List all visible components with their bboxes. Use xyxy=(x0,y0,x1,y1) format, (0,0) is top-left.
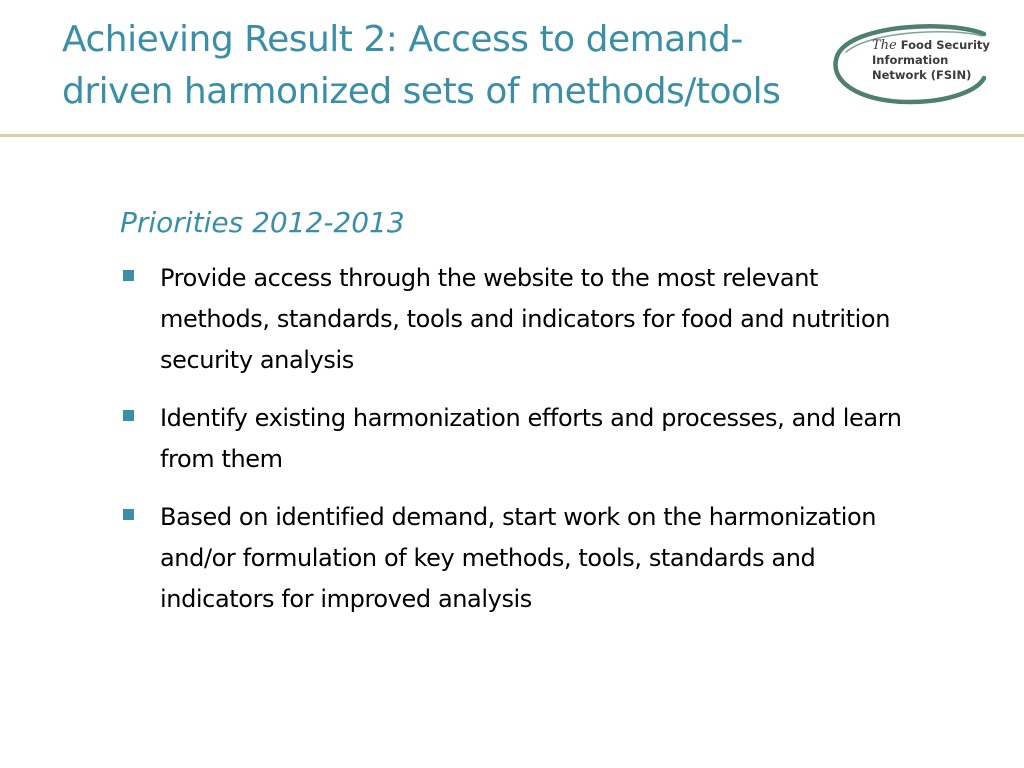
logo-line-1: Food Security xyxy=(900,38,990,52)
bullet-text: Based on identified demand, start work on the harmonization and/or formulation of key methods, tools, standards and indicators for improved analysis xyxy=(160,503,877,613)
square-bullet-icon xyxy=(123,410,134,421)
square-bullet-icon xyxy=(123,270,134,281)
slide-title xyxy=(62,14,842,118)
bullet-text: Identify existing harmonization efforts and processes, and learn from them xyxy=(160,404,902,473)
slide-title-line-1: Achieving Result 2: Access to demand- xyxy=(62,19,743,60)
section-subtitle: Priorities 2012-2013 xyxy=(120,206,405,239)
list-item xyxy=(120,258,920,381)
logo-line-3: Network (FSIN) xyxy=(872,68,972,82)
logo-line-2: Information xyxy=(872,53,949,67)
logo-the: The xyxy=(872,38,897,53)
square-bullet-icon xyxy=(123,509,134,520)
slide-title-line-2: driven harmonized sets of methods/tools xyxy=(62,71,781,112)
list-item xyxy=(120,497,920,620)
bullet-text: Provide access through the website to the most relevant methods, standards, tools and indicators for food and nutrition security analysis xyxy=(160,264,891,374)
logo-text xyxy=(872,38,990,83)
bullet-list xyxy=(120,258,920,637)
title-divider xyxy=(0,134,1024,137)
list-item xyxy=(120,398,920,480)
fsin-logo xyxy=(832,22,1002,114)
